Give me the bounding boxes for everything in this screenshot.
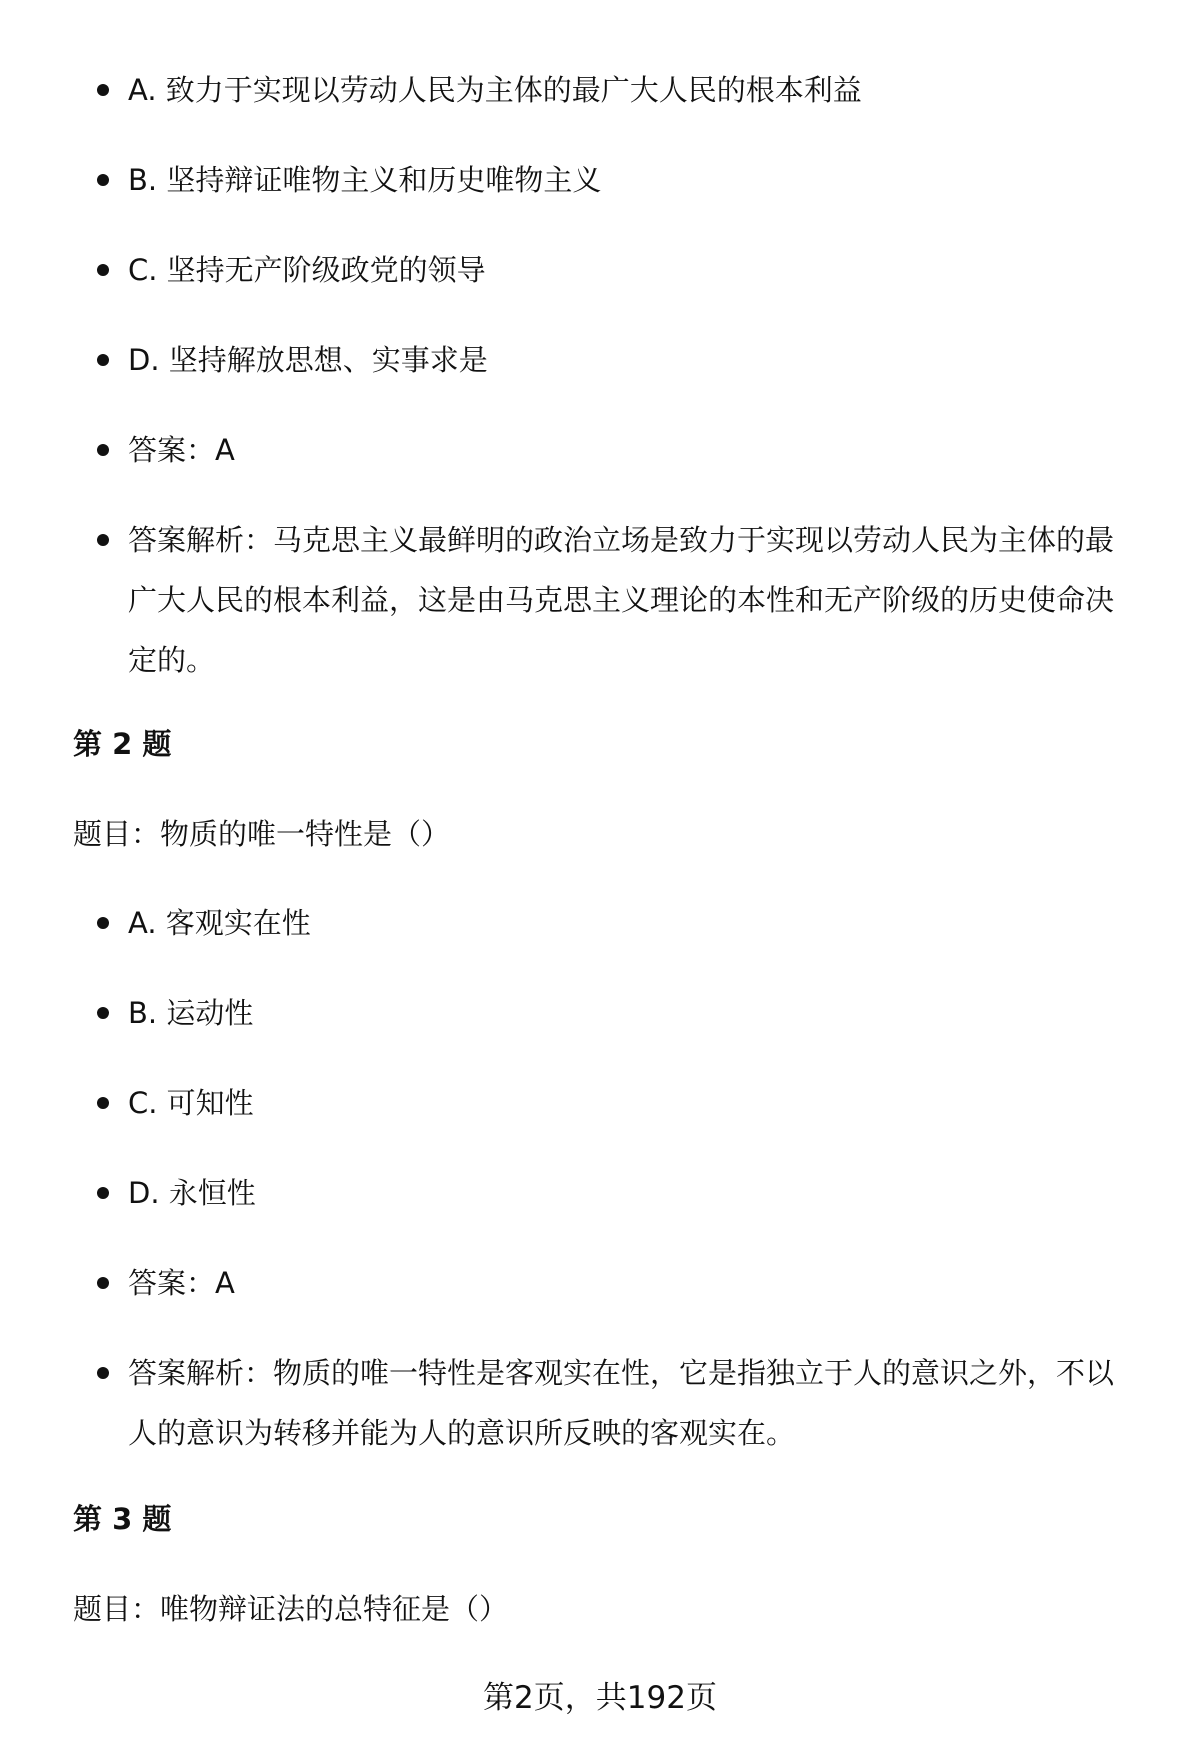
bullet-icon xyxy=(97,264,109,276)
bullet-icon xyxy=(97,1277,109,1289)
bullet-icon xyxy=(97,1367,109,1379)
bullet-icon xyxy=(97,1007,109,1019)
bullet-icon xyxy=(97,174,109,186)
bullet-icon xyxy=(97,1187,109,1199)
list-item xyxy=(0,1343,1200,1463)
question-2-stem: 题目：物质的唯一特性是（） xyxy=(73,817,451,851)
bullet-icon xyxy=(97,444,109,456)
answer-explanation: 答案解析：物质的唯一特性是客观实在性，它是指独立于人的意识之外，不以人的意识为转移并能为人的意识所反映的客观实在。 xyxy=(128,1356,1115,1450)
list-item xyxy=(0,983,1200,1043)
option-c: C. 坚持无产阶级政党的领导 xyxy=(128,253,486,287)
list-item xyxy=(0,1253,1200,1313)
option-d: D. 坚持解放思想、实事求是 xyxy=(128,343,488,377)
option-b: B. 运动性 xyxy=(128,996,254,1030)
option-a: A. 客观实在性 xyxy=(128,906,311,940)
list-item xyxy=(0,510,1200,690)
list-item xyxy=(0,330,1200,390)
option-list xyxy=(0,893,1200,1463)
list-item xyxy=(0,420,1200,480)
option-list xyxy=(0,60,1200,690)
question-2-options xyxy=(0,893,1200,1493)
bullet-icon xyxy=(97,917,109,929)
page-footer: 第2页，共192页 xyxy=(483,1680,717,1716)
question-2-heading: 第 2 题 xyxy=(73,727,172,761)
option-a: A. 致力于实现以劳动人民为主体的最广大人民的根本利益 xyxy=(128,73,862,107)
option-b: B. 坚持辩证唯物主义和历史唯物主义 xyxy=(128,163,602,197)
option-d: D. 永恒性 xyxy=(128,1176,256,1210)
answer-text: 答案：A xyxy=(128,1266,235,1300)
bullet-icon xyxy=(97,1097,109,1109)
list-item xyxy=(0,240,1200,300)
bullet-icon xyxy=(97,354,109,366)
question-3-stem: 题目：唯物辩证法的总特征是（） xyxy=(73,1592,509,1626)
answer-text: 答案：A xyxy=(128,433,235,467)
list-item xyxy=(0,1163,1200,1223)
question-3-heading: 第 3 题 xyxy=(73,1502,172,1536)
list-item xyxy=(0,60,1200,120)
list-item xyxy=(0,1073,1200,1133)
bullet-icon xyxy=(97,534,109,546)
answer-explanation: 答案解析：马克思主义最鲜明的政治立场是致力于实现以劳动人民为主体的最广大人民的根本利益，这是由马克思主义理论的本性和无产阶级的历史使命决定的。 xyxy=(128,523,1115,677)
list-item xyxy=(0,150,1200,210)
list-item xyxy=(0,893,1200,953)
option-c: C. 可知性 xyxy=(128,1086,254,1120)
bullet-icon xyxy=(97,84,109,96)
question-1-options xyxy=(0,60,1200,720)
